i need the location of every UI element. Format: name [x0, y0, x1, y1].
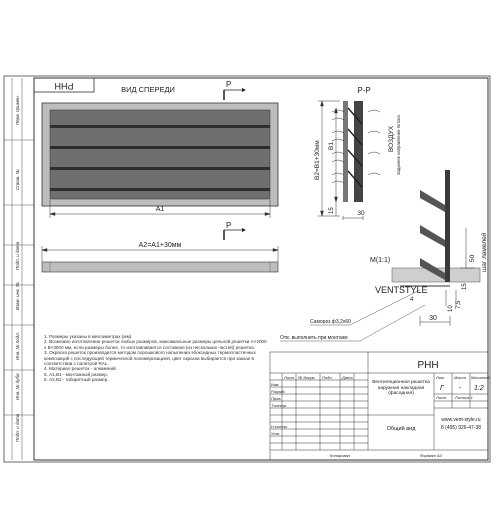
tb-col-scale: Масштаб — [471, 375, 490, 380]
tb-hdr-4: Подп. — [322, 375, 333, 380]
tb-row-6: Утв. — [271, 431, 281, 436]
tb-website: www.vent-style.ru — [441, 417, 481, 423]
dim-15-section-label: 15 — [329, 207, 335, 214]
dim-7-5-label: 7,5 — [456, 300, 462, 309]
dim-a1-label: А1 — [155, 206, 165, 213]
tb-row-2: Разраб. — [271, 389, 286, 394]
title-block — [270, 352, 488, 460]
tb-view-label: Общий вид — [386, 426, 416, 432]
mount-hole-label: Отв. выполнить при монтаже — [280, 335, 348, 341]
dim-a2-label: А2=А1+30мм — [138, 242, 182, 249]
side-stamp-2: Справ. № — [15, 169, 20, 190]
note-1: 1. Размеры указаны в миллиметрах (мм). — [44, 334, 133, 339]
tb-phone: 8 (495) 926-47-38 — [440, 425, 482, 431]
tb-stage-value: Г — [440, 385, 444, 392]
tb-mass-value: - — [459, 385, 462, 392]
tb-row-1: Изм. — [271, 382, 280, 387]
dim-b2-label: В2=В1+30мм — [314, 140, 321, 180]
dim-15-detail-label: 15 — [462, 283, 468, 290]
detail-wall — [392, 170, 480, 286]
note-6: 6. А2,В2 - габаритный размер. — [44, 377, 109, 383]
tb-copied: Копировал — [330, 453, 350, 458]
note-3: 3. Окраска решеток производится методом порошкового напыления эбоксидных термопластичных композиций с последующей термической полимеризацией, цвет окраски выбирается при заказе в соответствии с палитрой RAL. — [44, 350, 256, 367]
section-marker-bottom — [224, 221, 246, 240]
title-block-code: РНН — [417, 360, 439, 371]
tb-row-4: Т.контр. — [271, 403, 288, 408]
air-label: ВОЗДУХ — [388, 125, 395, 152]
grille-top-view — [42, 262, 278, 272]
side-stamp-6: Подп. и дата — [15, 241, 20, 270]
dim-4-label: 4 — [410, 297, 414, 303]
tb-doc-title: Вентиляционная решетка наружная накладная (фасадная) — [372, 380, 430, 397]
detail-title: М(1:1) — [370, 257, 391, 264]
tb-sheets: Листов 1 — [455, 395, 473, 400]
top-stamp-box — [34, 78, 94, 92]
watermark: VENTSTYLE — [375, 285, 428, 295]
note-5: 5. А1,В1 - монтажный размер. — [44, 371, 109, 377]
section-title: Р-Р — [357, 86, 371, 95]
notes-block — [44, 334, 269, 383]
tb-col-mass: Масса — [454, 375, 466, 380]
side-stamp-4: Инв. № дубл. — [15, 372, 20, 400]
dim-b1-label: В1 — [328, 142, 335, 150]
top-stamp-code: РНН — [54, 81, 74, 91]
front-view-title: ВИД СПЕРЕДИ — [121, 85, 175, 94]
section-profile — [332, 101, 380, 202]
side-stamp-5: Взам. инв. № — [15, 282, 20, 310]
dim-50-label: 50 — [469, 254, 476, 262]
air-sub-label: Заданное направление потока — [396, 115, 401, 175]
section-marker-top-label: Р — [226, 80, 232, 89]
tb-hdr-3: № докум. — [298, 375, 316, 380]
grille-front-view — [42, 103, 278, 206]
louver-pitch-label: шаг ламелей — [481, 232, 488, 272]
side-stamp-3: Подп. и дата — [15, 413, 20, 442]
note-2: 2. Возможно изготовление решеток любых размеров, максимальные размеры цельной решетки А×2000 х В×3000 мм, если размеры более, то изготавливается составная (из нескольких частей) решетка. — [44, 339, 267, 350]
side-stamp-1: Перв. примен. — [15, 95, 20, 125]
note-4: 4. Материал решеток - алюминий. — [44, 366, 117, 372]
section-marker-bottom-label: Р — [226, 221, 232, 230]
dim-30-section-label: 30 — [357, 210, 365, 217]
tb-col-stage: Лит — [436, 375, 445, 380]
tb-row-5: Н.контр. — [271, 424, 288, 429]
screw-label: Саморез ф3,2х60 — [310, 319, 351, 325]
side-stamp-7: Инв. № подл. — [15, 332, 20, 360]
dim-10-label: 10 — [448, 305, 454, 312]
tb-sheet: Лист — [436, 395, 447, 400]
dim-b1 — [335, 108, 338, 202]
dim-30-detail-label: 30 — [429, 315, 437, 322]
tb-format: Формат А3 — [420, 453, 442, 458]
tb-hdr-5: Дата — [342, 375, 353, 380]
section-marker-top — [224, 80, 246, 100]
tb-scale-value: 1:2 — [474, 385, 484, 392]
tb-hdr-2: Лист — [284, 375, 295, 380]
tb-row-3: Пров. — [271, 396, 282, 401]
